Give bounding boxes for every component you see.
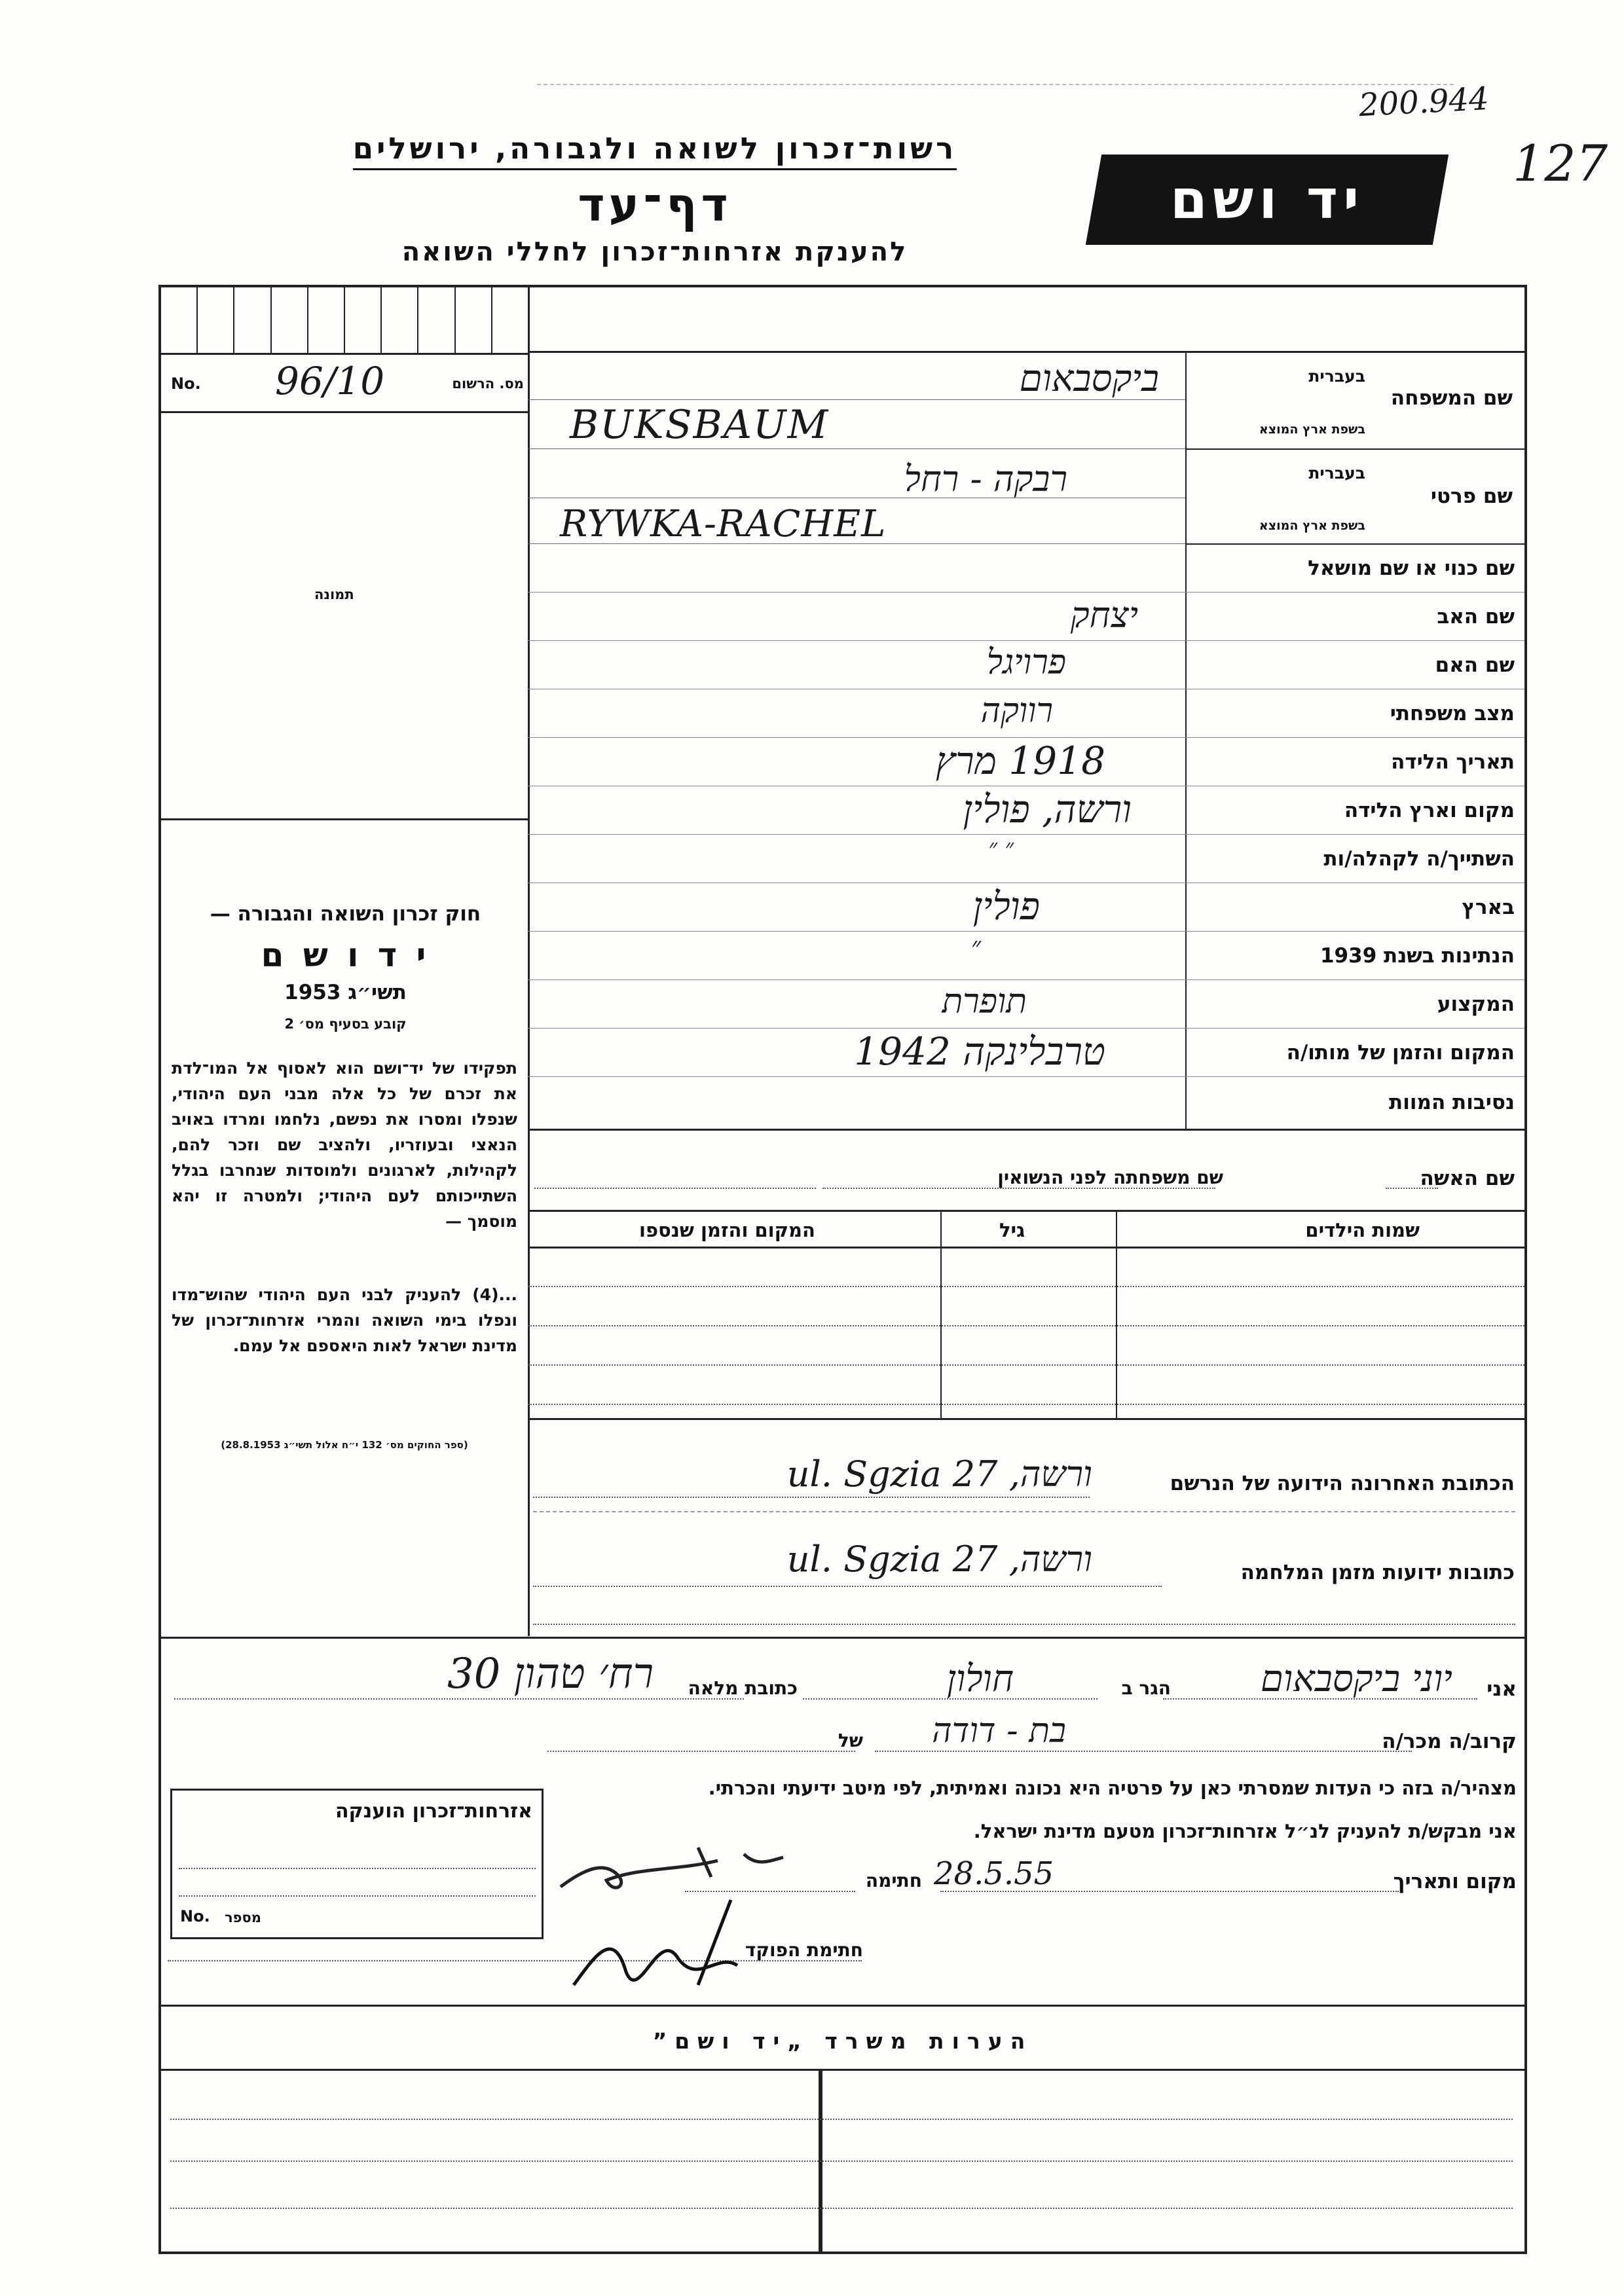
- firstname-native-value: RYWKA-RACHEL: [560, 503, 887, 545]
- place-date-label: מקום ותאריך: [1393, 1870, 1517, 1893]
- reg-number-value: 96/10: [275, 359, 385, 403]
- reg-number-label: מס. הרשום: [452, 376, 524, 392]
- surname-hebrew-sublabel: בעברית: [1308, 367, 1365, 386]
- row-citizenship-1939: הנתינות בשנת 1939 ״: [528, 931, 1524, 980]
- reg-no-label: No.: [171, 374, 201, 393]
- relation-value: בת - דודה: [932, 1711, 1066, 1751]
- declarant-city-value: חולון: [946, 1658, 1014, 1700]
- surname-label: שם המשפחה: [1390, 386, 1513, 410]
- code-cells: [161, 287, 528, 355]
- office-notes-title: הערות משרד „יד ושם”: [652, 2028, 1033, 2054]
- firstname-hebrew-value: רבקה - רחל: [904, 458, 1067, 500]
- children-table: [528, 1210, 1524, 1418]
- photo-label: תמונה: [314, 587, 354, 602]
- law-title: חוק זכרון השואה והגבורה —: [210, 902, 481, 926]
- archive-number: 200.944: [1357, 80, 1490, 124]
- firstname-native-sublabel: בשפת ארץ המוצא: [1259, 519, 1365, 533]
- citizenship-box: אזרחות־זכרון הוענקה No. מספר: [170, 1789, 544, 1939]
- surname-native-sublabel: בשפת ארץ המוצא: [1259, 422, 1365, 437]
- law-yad-vashem: י ד ו ש ם: [261, 936, 430, 974]
- full-address-label: כתובת מלאה: [688, 1677, 798, 1699]
- firstname-label: שם פרטי: [1430, 484, 1513, 508]
- firstname-hebrew-sublabel: בעברית: [1308, 464, 1365, 483]
- row-death-place-time: המקום והזמן של מותו/ה טרבלינקה 1942: [528, 1028, 1524, 1077]
- row-father-name: שם האב יצחק: [528, 592, 1524, 641]
- date-value: 28.5.55: [934, 1855, 1054, 1892]
- law-paragraph-2: ...(4) להעניק לבני העם היהודי שהוש־מדו ונפלו בימי השואה והמרי אזרחות־זכרון של מדינת ישראל לאות היאספם אל עמם.: [172, 1285, 517, 1355]
- signature-label: חתימה: [865, 1870, 922, 1891]
- request-text: אני מבקש/ת להעניק לנ״ל אזרחות־זכרון מטעם מדינת ישראל.: [973, 1820, 1517, 1842]
- declarant-i-label: אני: [1486, 1677, 1517, 1701]
- law-paragraph-1: תפקידו של יד־ושם הוא לאסוף אל המו־לדת את זכרם של כל אלה מבני העם היהודי, שנפלו ומסרו את נפשם, נלחמו ומרדו באויב הנאצי ובעוזריו, ולהציב שם וזכר להם, לקהילות, לארגונים ולמוסדות שנחרבו בגלל השתייכותם לעם היהודי; ולמטרה זו יהא מוסמך —: [172, 1059, 517, 1231]
- registration-row: [167, 359, 524, 403]
- row-country: בארץ פולין: [528, 883, 1524, 932]
- form-subtitle: להענקת אזרחות־זכרון לחללי השואה: [401, 237, 908, 267]
- row-nickname: שם כנוי או שם מושאל: [528, 543, 1524, 592]
- wartime-address-value: ורשה, ul. Sgzia 27: [786, 1539, 1092, 1580]
- children-names-header: שמות הילדים: [1305, 1219, 1420, 1241]
- row-birth-date: תאריך הלידה 1918 מרץ: [528, 737, 1524, 786]
- spouse-row: שם האשה שם משפחתה לפני הנשואין: [528, 1130, 1524, 1195]
- of-label: של: [838, 1730, 863, 1751]
- row-birth-place: מקום וארץ הלידה ורשה, פולין: [528, 786, 1524, 835]
- law-citation: (ספר החוקים מס׳ 132 י״ח אלול תשי״ג 28.8.1953): [221, 1439, 468, 1451]
- law-year: תשי״ג 1953: [284, 981, 407, 1004]
- yad-vashem-logo: יד ושם: [1086, 155, 1449, 245]
- page-number: 127: [1513, 134, 1608, 192]
- wartime-address-row: כתובות ידועות מזמן המלחמה ורשה, ul. Sgzia 27: [528, 1525, 1524, 1637]
- row-marital-status: מצב משפחתי רווקה: [528, 689, 1524, 738]
- relative-label: קרוב/ה מכר/ה: [1382, 1730, 1517, 1753]
- declarant-name-value: יוני ביקסבאום: [1260, 1658, 1452, 1700]
- declarant-address-value: רח׳ טהון 30: [447, 1650, 654, 1698]
- details-rows: [528, 543, 1524, 1126]
- row-mother-name: שם האם פרויגל: [528, 640, 1524, 689]
- row-profession: המקצוע תופרת: [528, 979, 1524, 1029]
- last-address-value: ורשה, ul. Sgzia 27: [786, 1453, 1092, 1495]
- official-signature: [567, 1887, 764, 2005]
- last-address-row: הכתובת האחרונה הידועה של הנרשם ורשה, ul. Sgzia 27: [528, 1419, 1524, 1531]
- surname-native-value: BUKSBAUM: [570, 402, 830, 448]
- row-death-circumstances: נסיבות המוות: [1389, 1091, 1515, 1114]
- children-place-header: המקום והזמן שנספו: [639, 1219, 815, 1241]
- authority-title: רשות־זכרון לשואה ולגבורה, ירושלים: [275, 131, 1035, 166]
- declarant-resides-label: הגר ב: [1121, 1677, 1171, 1699]
- form-title: דף־עד: [578, 178, 732, 232]
- surname-hebrew-value: ביקסבאום: [1019, 357, 1159, 400]
- declaration-text: מצהיר/ה בזה כי העדות שמסרתי כאן על פרטיה היא נכונה ואמיתית, לפי מיטב ידיעתי והכרתי.: [708, 1777, 1517, 1799]
- children-age-header: גיל: [999, 1219, 1025, 1241]
- official-signature-label: חתימת הפוקד: [745, 1939, 863, 1961]
- declarant-section: [161, 1638, 1524, 1992]
- law-section: קובע בסעיף מס׳ 2: [284, 1016, 407, 1032]
- row-community: השתייך/ה לקהלה/ות ״ ״: [528, 834, 1524, 883]
